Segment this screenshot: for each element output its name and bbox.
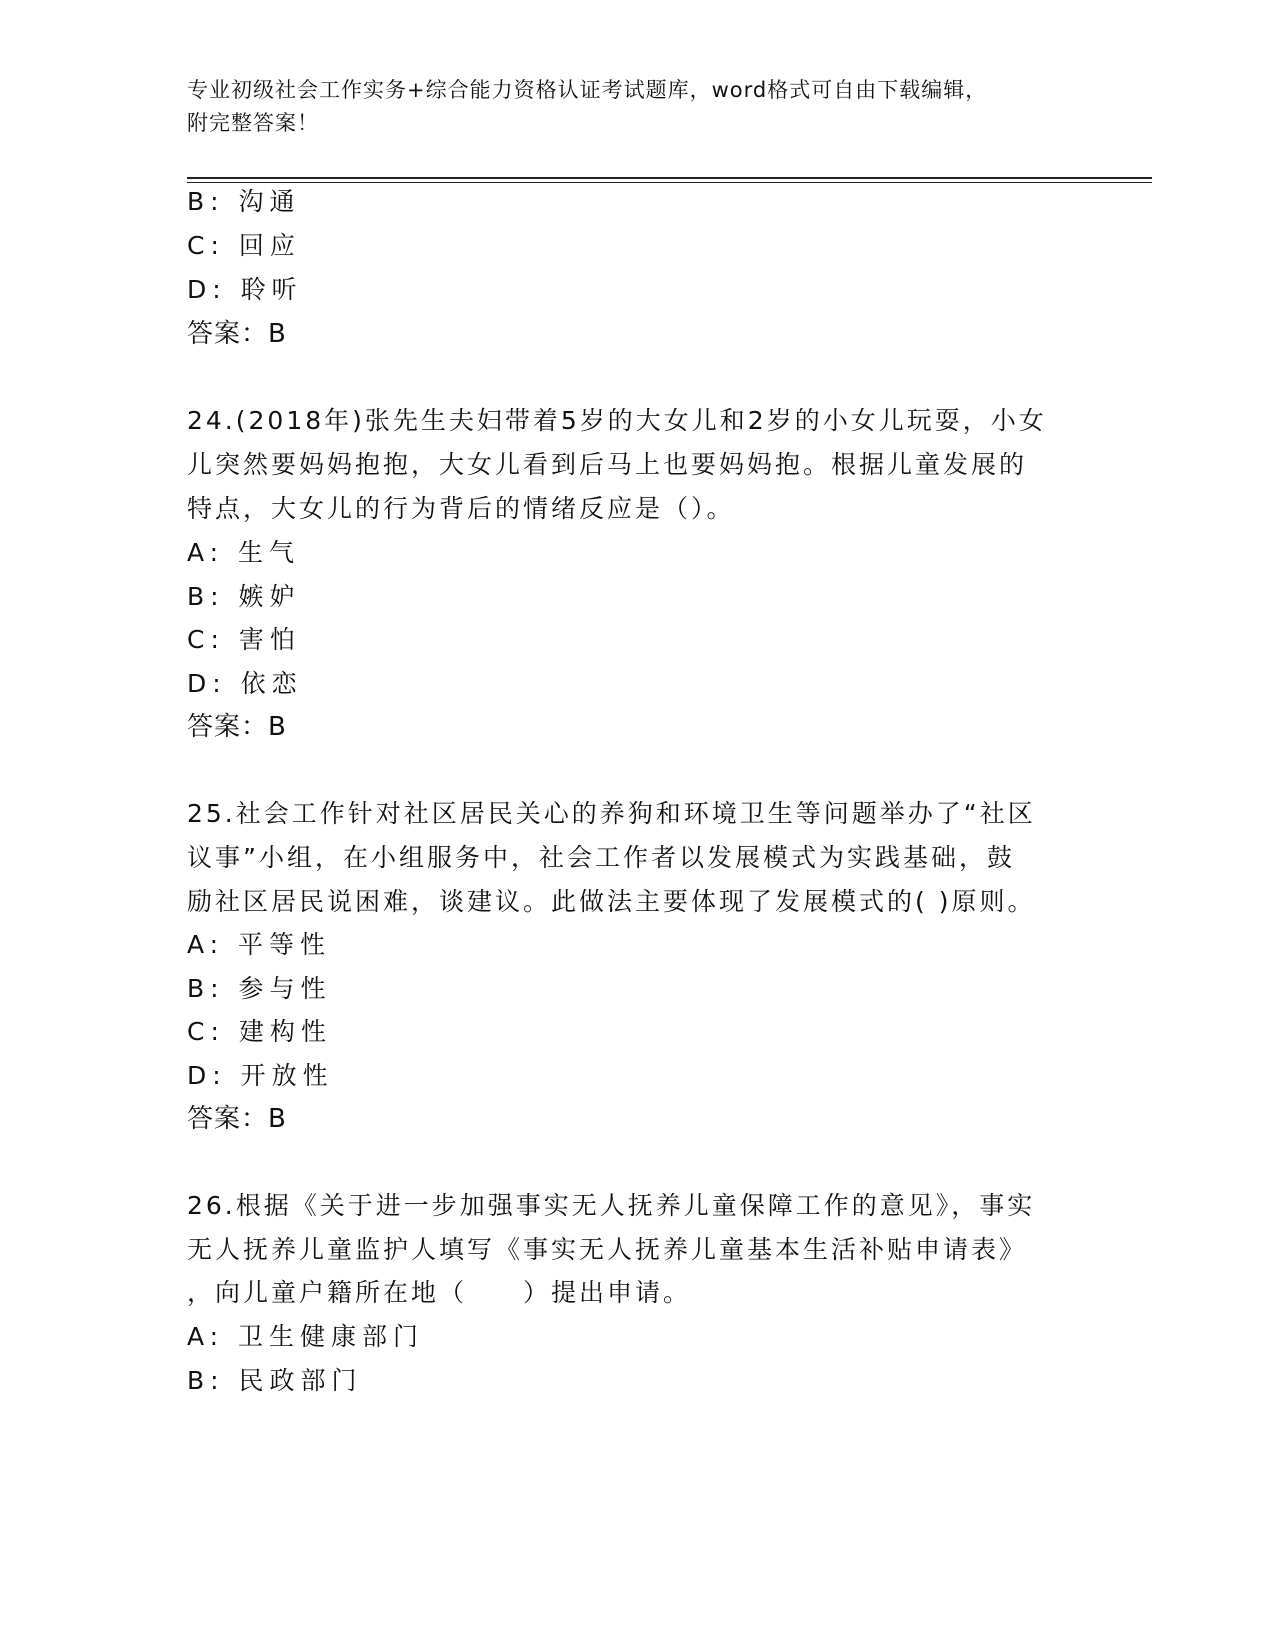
q24-stem-line-3: 特点，大女儿的行为背后的情绪反应是（）。 <box>187 494 735 523</box>
q26-option-a: A: 卫生健康部门 <box>187 1322 425 1351</box>
q25-option-a: A: 平等性 <box>187 930 332 959</box>
q25-option-b: B: 参与性 <box>187 974 332 1003</box>
header-divider-thick <box>187 177 1152 179</box>
q26-stem-line-2: 无人抚养儿童监护人填写《事实无人抚养儿童基本生活补贴申请表》 <box>187 1235 1028 1264</box>
q24-option-a: A: 生气 <box>187 538 301 567</box>
q24-option-d: D: 依恋 <box>187 669 303 698</box>
q26-stem-line-1: 26.根据《关于进一步加强事实无人抚养儿童保障工作的意见》，事实 <box>187 1191 1036 1220</box>
q23-option-d: D: 聆听 <box>187 275 303 304</box>
header-divider-thin <box>187 182 1152 183</box>
q23-option-b: B: 沟通 <box>187 187 301 216</box>
q23-answer: 答案：B <box>187 319 287 349</box>
header-line-2: 附完整答案！ <box>187 111 319 135</box>
q25-stem-line-1: 25.社会工作针对社区居民关心的养狗和环境卫生等问题举办了“社区 <box>187 799 1036 828</box>
q24-stem-line-1: 24.(2018年)张先生夫妇带着5岁的大女儿和2岁的小女儿玩耍，小女 <box>187 406 1047 435</box>
q25-answer: 答案：B <box>187 1104 287 1134</box>
q24-option-b: B: 嫉妒 <box>187 582 301 611</box>
q25-stem-line-2: 议事”小组，在小组服务中，社会工作者以发展模式为实践基础，鼓 <box>187 843 1015 872</box>
q24-stem-line-2: 儿突然要妈妈抱抱，大女儿看到后马上也要妈妈抱。根据儿童发展的 <box>187 450 1028 479</box>
q24-answer: 答案：B <box>187 712 287 742</box>
q23-option-c: C: 回应 <box>187 231 301 260</box>
q24-option-c: C: 害怕 <box>187 625 301 654</box>
q25-option-c: C: 建构性 <box>187 1017 332 1046</box>
page-header <box>187 74 1087 140</box>
q25-stem-line-3: 励社区居民说困难，谈建议。此做法主要体现了发展模式的( )原则。 <box>187 887 1036 916</box>
q25-option-d: D: 开放性 <box>187 1061 334 1090</box>
q26-option-b: B: 民政部门 <box>187 1366 363 1395</box>
header-line-1: 专业初级社会工作实务+综合能力资格认证考试题库，word格式可自由下载编辑， <box>187 78 988 102</box>
q26-stem-line-3: ，向儿童户籍所在地（ ）提出申请。 <box>187 1278 692 1307</box>
